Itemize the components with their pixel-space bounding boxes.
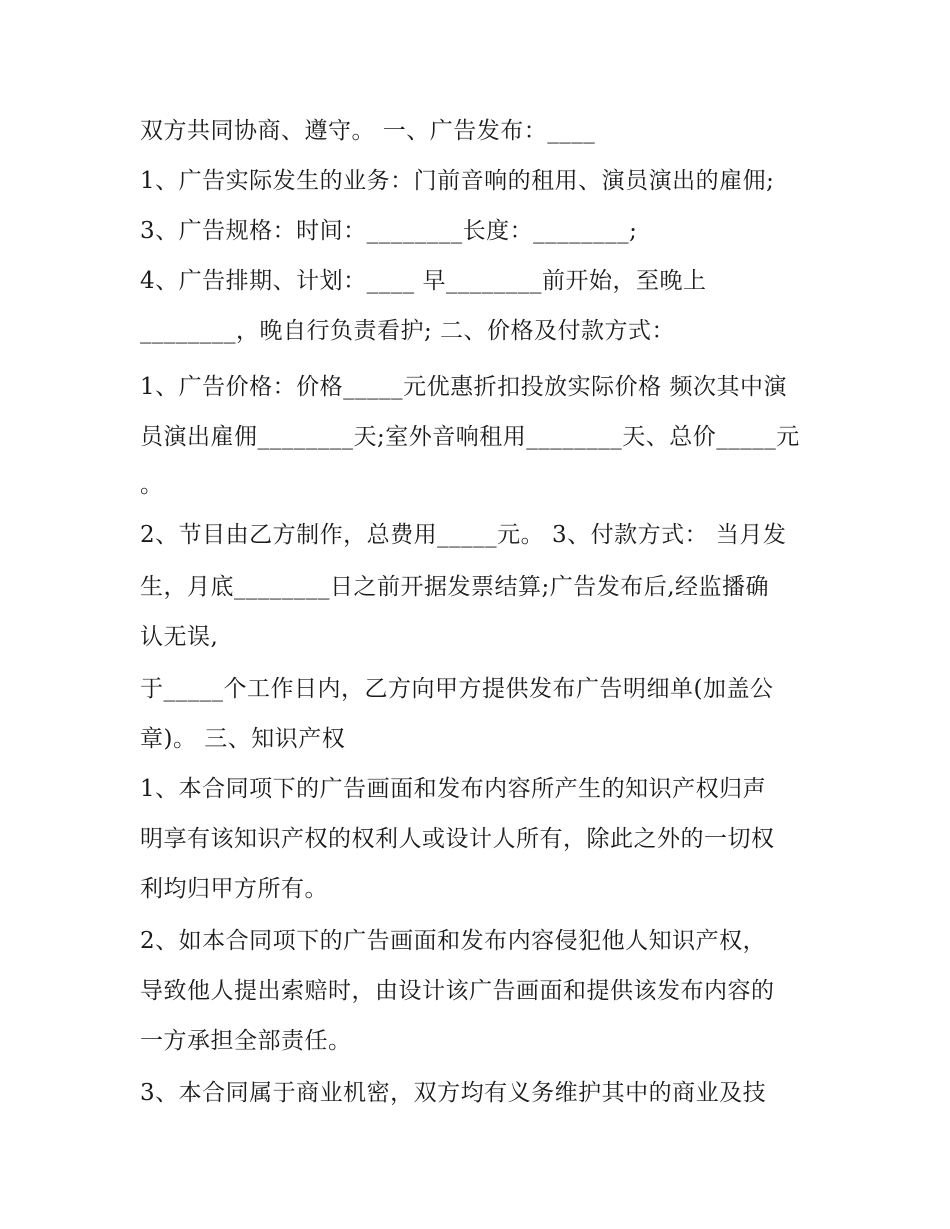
- text-line: 1、本合同项下的广告画面和发布内容所产生的知识产权归声: [140, 776, 767, 802]
- text-line: ________，晚自行负责看护; 二、价格及付款方式：: [140, 318, 676, 344]
- text-line: 1、广告价格：价格_____元优惠折扣投放实际价格 频次其中演: [140, 374, 787, 400]
- text-line: 。: [140, 472, 164, 498]
- text-line: 员演出雇佣________天;室外音响租用________天、总价_____元: [140, 424, 800, 450]
- text-line: 利均归甲方所有。: [140, 876, 328, 902]
- text-line: 明享有该知识产权的权利人或设计人所有，除此之外的一切权: [140, 826, 775, 852]
- text-line: 认无误,: [140, 624, 219, 650]
- text-line: 双方共同协商、遵守。 一、广告发布：____: [140, 118, 596, 144]
- text-line: 2、节目由乙方制作，总费用_____元。 3、付款方式： 当月发: [140, 522, 787, 548]
- text-line: 导致他人提出索赔时，由设计该广告画面和提供该发布内容的: [140, 978, 775, 1004]
- text-line: 3、本合同属于商业机密，双方均有义务维护其中的商业及技: [140, 1080, 767, 1106]
- text-line: 2、如本合同项下的广告画面和发布内容侵犯他人知识产权，: [140, 928, 767, 954]
- text-line: 一方承担全部责任。: [140, 1028, 352, 1054]
- text-line: 章)。 三、知识产权: [140, 726, 346, 752]
- text-line: 4、广告排期、计划：____ 早________前开始，至晚上: [140, 268, 707, 294]
- text-line: 生，月底________日之前开据发票结算;广告发布后,经监播确: [140, 574, 770, 600]
- text-line: 1、广告实际发生的业务：门前音响的租用、演员演出的雇佣;: [140, 168, 775, 194]
- text-line: 于_____个工作日内，乙方向甲方提供发布广告明细单(加盖公: [140, 676, 774, 702]
- text-line: 3、广告规格：时间：________长度：________;: [140, 218, 638, 244]
